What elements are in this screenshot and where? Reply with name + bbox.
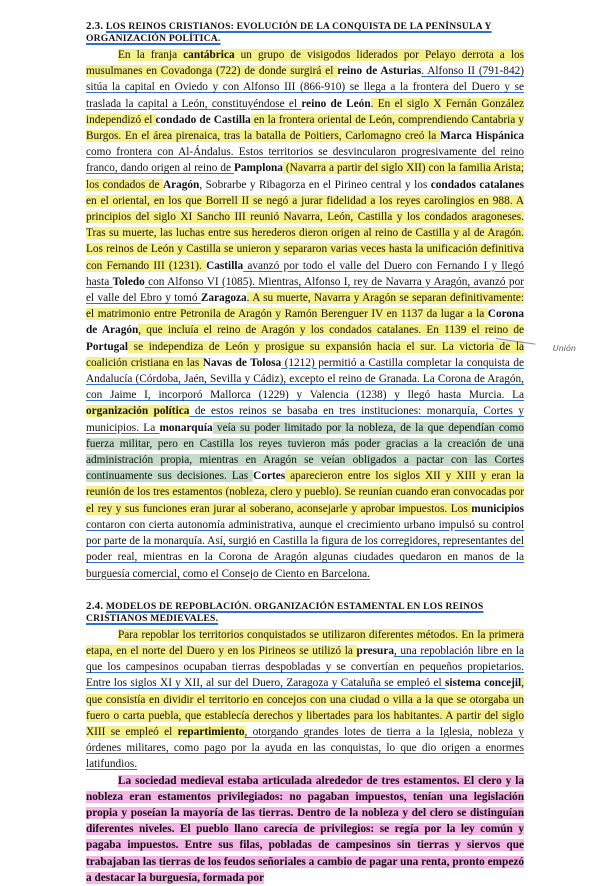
section-heading-2-3: 2.3. LOS REINOS CRISTIANOS: EVOLUCIÓN DE LA CONQUISTA DE LA PENÍNSULA Y ORGANIZACIÓN POLÍTICA. <box>86 20 492 44</box>
margin-note: Unión <box>552 344 576 353</box>
paragraph-reinos-cristianos: En la franja cantábrica un grupo de visigodos liderados por Pelayo derrota a los musulmanes en Covadonga (722) de donde surgirá el reino de Asturias. Alfonso II (791-842) sitúa la capital en Oviedo y con Alfonso III (866-910) se llega a la frontera del Duero y se traslada la capital a León, constituyéndose el reino de León. En el siglo X Fernán González independizó el condado de Castilla en la frontera oriental de León, comprendiendo Cantabria y Burgos. En el área pirenaica, tras la batalla de Poitiers, Carlomagno creó la Marca Hispánica como frontera con Al-Ándalus. Estos territorios se desvincularon progresivamente del reino franco, dando origen al reino de Pamplona (Navarra a partir del siglo XII) con la familia Arista; los condados de Aragón, Sobrarbe y Ribagorza en el Pirineo central y los condados catalanes en el oriental, en los que Borrell II se negó a jurar fidelidad a los reyes carolingios en 988. A principios del siglo XI Sancho III reunió Navarra, León, Castilla y los condados aragoneses. Tras su muerte, las luchas entre sus herederos dieron origen al reino de Castilla y al de Aragón. Los reinos de León y Castilla se unieron y separaron varias veces hasta la unificación definitiva con Fernando III (1231). Castilla avanzó por todo el valle del Duero con Fernando I y llegó hasta Toledo con Alfonso VI (1085). Mientras, Alfonso I, rey de Navarra y Aragón, avanzó por el valle del Ebro y tomó Zaragoza. A su muerte, Navarra y Aragón se separan definitivamente: el matrimonio entre Petronila de Aragón y Ramón Berenguer IV en 1137 da lugar a la Corona de Aragón, que incluía el reino de Aragón y los condados catalanes. En 1139 el reino de Portugal se independiza de León y prosigue su expansión hacia el sur. La victoria de la coalición cristiana en las Navas de Tolosa (1212) permitió a Castilla completar la conquista de Andalucía (Córdoba, Jaén, Sevilla y Cádiz), excepto el reino de Granada. La Corona de Aragón, con Jaime I, incorporó Mallorca (1229) y Valencia (1238) y llegó hasta Murcia. La organización política de estos reinos se basaba en tres instituciones: monarquía, Cortes y municipios. La monarquía veía su poder limitado por la nobleza, de la que dependían como fuerza militar, pero en Castilla los reyes tuvieron más poder gracias a la creación de una administración propia, mientras en Aragón se veían obligados a pactar con las Cortes continuamente sus decisiones. Las Cortes aparecieron entre los siglos XII y XIII y eran la reunión de los tres estamentos (nobleza, clero y pueblo). Se reunían cuando eran convocadas por el rey y sus funciones eran jurar al soberano, aconsejarle y aprobar impuestos. Los municipios contaron con cierta autonomía administrativa, aunque el crecimiento urbano impulsó su control por parte de la monarquía. Así, surgió en Castilla la figura de los corregidores, representantes del poder real, mientras en la Corona de Aragón algunas ciudades quedaron en manos de la burguesía comercial, como el Consejo de Ciento en Barcelona. <box>86 49 525 580</box>
paragraph-repoblacion: Para repoblar los territorios conquistados se utilizaron diferentes métodos. En la primera etapa, en el norte del Duero y en los Pirineos se utilizó la presura, una repoblación libre en la que los campesinos ocupaban tierras despobladas y se convertían en pequeños propietarios. Entre los siglos XI y XII, al sur del Duero, Zaragoza y Cataluña se empleó el sistema concejil, que consistía en dividir el territorio en concejos con una ciudad o villa a la que se otorgaba un fuero o carta puebla, que establecía derechos y libertades para los habitantes. A partir del siglo XIII se empleó el repartimiento, otorgando grandes lotes de tierra a la Iglesia, nobleza y órdenes militares, como pago por la ayuda en las conquistas, lo que dio origen a enormes latifundios. <box>86 628 524 771</box>
section-heading-2-4: 2.4. MODELOS DE REPOBLACIÓN. ORGANIZACIÓN ESTAMENTAL EN LOS REINOS CRISTIANOS MEDIEVALES. <box>86 599 484 624</box>
paragraph-sociedad-estamental: La sociedad medieval estaba articulada alrededor de tres estamentos. El clero y la nobleza eran estamentos privilegiados: no pagaban impuestos, tenían una legislación propia y poseían la mayoría de las tierras. Dentro de la nobleza y del clero se distinguían diferentes niveles. El pueblo llano carecía de privilegios: se regía por la ley común y pagaba impuestos. Entre sus filas, pobladas de campesinos sin tierras y siervos que trabajaban las tierras de los feudos señoriales a cambio de pagar una renta, pronto empezó a destacar la burguesía, formada por <box>86 774 524 884</box>
